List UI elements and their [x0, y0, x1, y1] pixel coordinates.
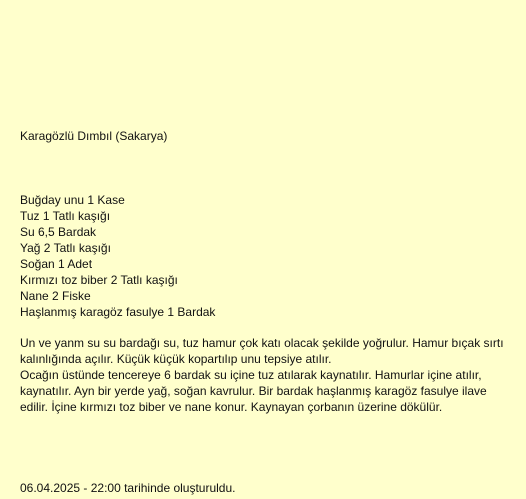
ingredient-item: Nane 2 Fiske: [20, 289, 91, 303]
ingredient-item: Haşlanmış karagöz fasulye 1 Bardak: [20, 305, 216, 319]
ingredient-item: Kırmızı toz biber 2 Tatlı kaşığı: [20, 273, 178, 287]
ingredient-item: Buğday unu 1 Kase: [20, 193, 125, 207]
ingredient-item: Tuz 1 Tatlı kaşığı: [20, 209, 111, 223]
ingredient-list: [20, 192, 215, 320]
created-timestamp: 06.04.2025 - 22:00 tarihinde oluşturuldu.: [20, 481, 236, 495]
instruction-paragraph: Ocağın üstünde tencereye 6 bardak su içine tuz atılarak kaynatılır. Hamurlar içine atılır, kaynatılır. Ayn bir yerde yağ, soğan kavrulur. Bir bardak haşlanmış karagöz fasulye ilave edilir. İçine kırmızı toz biber ve nane konur. Kaynayan çorbanın üzerine dökülür.: [20, 368, 487, 414]
ingredient-item: Yağ 2 Tatlı kaşığı: [20, 241, 111, 255]
recipe-title: Karagözlü Dımbıl (Sakarya): [20, 129, 168, 143]
instruction-paragraph: Un ve yanm su su bardağı su, tuz hamur çok katı olacak şekilde yoğrulur. Hamur bıçak sırtı kalınlığında açılır. Küçük küçük kopartılıp unu tepsiye atılır.: [20, 336, 504, 366]
ingredient-item: Soğan 1 Adet: [20, 257, 93, 271]
instructions: [20, 335, 516, 415]
ingredient-item: Su 6,5 Bardak: [20, 225, 97, 239]
